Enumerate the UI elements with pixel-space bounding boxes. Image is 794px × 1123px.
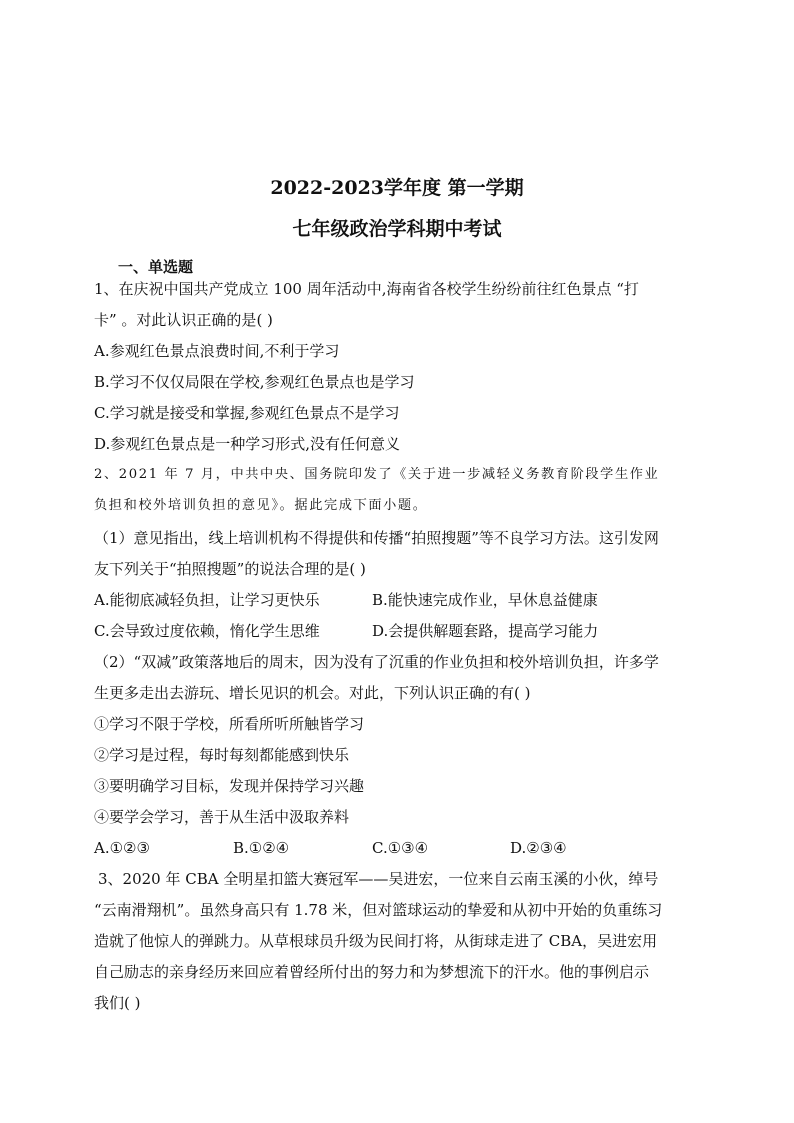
q2-stem-line2: 负担和校外培训负担的意见》。据此完成下面小题。 <box>94 498 428 513</box>
q2-sub2-option-b: B.①②④ <box>233 839 290 857</box>
q2-sub2-option-c: C.①③④ <box>372 839 429 857</box>
q2-sub2-stem-line2: 生更多走出去游玩、增长见识的机会。对此，下列认识正确的有( ) <box>94 684 531 702</box>
q1-stem-line2: 卡” 。对此认识正确的是( ) <box>94 311 273 329</box>
q3-stem-line2: “云南滑翔机”。虽然身高只有 1.78 米，但对篮球运动的挚爱和从初中开始的负重练习 <box>94 901 663 919</box>
q2-sub2-statement-2: ②学习是过程，每时每刻都能感到快乐 <box>94 746 350 764</box>
q3-stem-line1: 3、2020 年 CBA 全明星扣篮大赛冠军——吴进宏，一位来自云南玉溪的小伙，绰号 <box>98 870 659 888</box>
q3-stem-line3: 造就了他惊人的弹跳力。从草根球员升级为民间打将，从街球走进了 CBA，吴进宏用 <box>94 932 658 950</box>
q1-option-a: A.参观红色景点浪费时间,不利于学习 <box>94 342 340 360</box>
q1-option-c: C.学习就是接受和掌握,参观红色景点不是学习 <box>94 404 400 422</box>
q1-stem-line1: 1、在庆祝中国共产党成立 100 周年活动中,海南省各校学生纷纷前往红色景点 “打 <box>94 280 639 298</box>
q2-sub2-stem-line1: （2）“双减”政策落地后的周末，因为没有了沉重的作业负担和校外培训负担，许多学 <box>94 653 659 671</box>
q2-sub1-option-d: D.会提供解题套路，提高学习能力 <box>372 622 599 640</box>
q2-sub1-option-c: C.会导致过度依赖，惰化学生思维 <box>94 622 320 640</box>
q3-stem-line5: 我们( ) <box>94 994 141 1012</box>
q2-sub1-stem-line1: （1）意见指出，线上培训机构不得提供和传播“拍照搜题”等不良学习方法。这引发网 <box>94 529 659 547</box>
q2-sub2-statement-1: ①学习不限于学校，所看所听所触皆学习 <box>94 715 365 733</box>
q2-sub2-option-d: D.②③④ <box>510 839 567 857</box>
q1-option-b: B.学习不仅仅局限在学校,参观红色景点也是学习 <box>94 373 415 391</box>
q3-stem-line4: 自己励志的亲身经历来回应着曾经所付出的努力和为梦想流下的汗水。他的事例启示 <box>94 963 650 981</box>
q2-sub2-statement-4: ④要学会学习，善于从生活中汲取养料 <box>94 808 350 826</box>
section-heading: 一、单选题 <box>118 258 194 276</box>
q2-sub1-option-a: A.能彻底减轻负担，让学习更快乐 <box>94 591 320 609</box>
exam-title-line2: 七年级政治学科期中考试 <box>292 218 502 240</box>
q2-sub1-option-b: B.能快速完成作业，早休息益健康 <box>372 591 598 609</box>
q2-sub1-stem-line2: 友下列关于“拍照搜题”的说法合理的是( ) <box>94 560 366 578</box>
q2-stem-line1: 2、2021 年 7 月，中共中央、国务院印发了《关于进一步减轻义务教育阶段学生作业 <box>94 467 660 482</box>
q1-option-d: D.参观红色景点是一种学习形式,没有任何意义 <box>94 435 401 453</box>
q2-sub2-statement-3: ③要明确学习目标，发现并保持学习兴趣 <box>94 777 365 795</box>
q2-sub2-option-a: A.①②③ <box>94 839 150 857</box>
exam-title-line1: 2022-2023学年度 第一学期 <box>270 177 524 199</box>
